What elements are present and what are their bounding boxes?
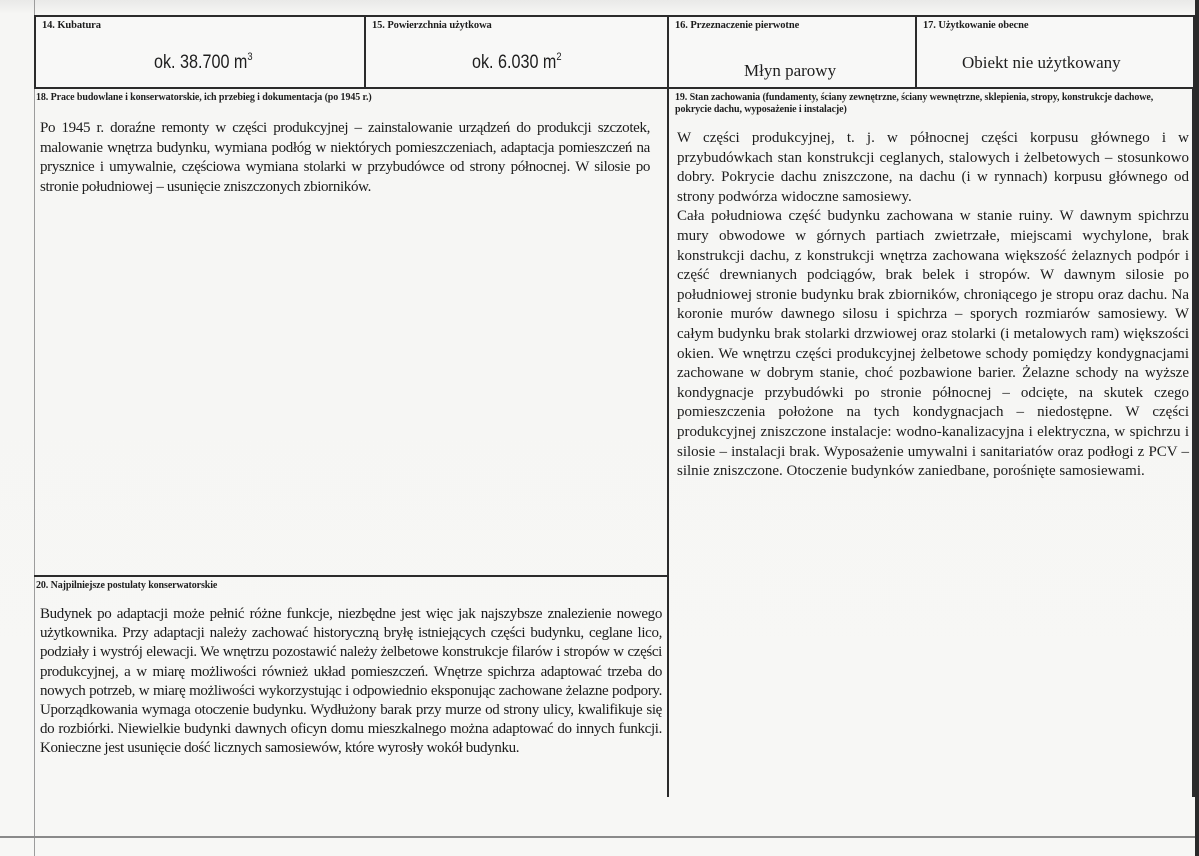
field-17-label: 17. Użytkowanie obecne xyxy=(923,20,1029,31)
field-17-uzytkowanie xyxy=(915,15,1195,89)
field-15-value-text: ok. 6.030 m xyxy=(472,52,557,73)
page-bottom-line xyxy=(0,836,1199,838)
field-15-value xyxy=(472,51,562,74)
field-18-prace-budowlane xyxy=(34,87,669,577)
field-16-przeznaczenie xyxy=(667,15,917,89)
field-20-label: 20. Najpilniejsze postulaty konserwatorskie xyxy=(36,580,218,591)
scan-edge xyxy=(1195,0,1199,856)
field-20-paragraph: Budynek po adaptacji może pełnić różne funkcje, niezbędne jest więc jak najszybsze znalezienie nowego użytkownika. Przy adaptacji należy zachować historyczną bryłę istniejących części budynku, ceglane lico, podziały i wystrój elewacji. We wnętrzu pozostawić należy żelbetowe konstrukcje filarów i stropów w części produkcyjnej, a w miarę możliwości również układ pomieszczeń. Wnętrze spichrza adaptować trzeba do nowych potrzeb, w miarę możliwości wykorzystując i odpowiednio eksponując zachowane żelazne podpory. Uporządkowania wymaga otoczenie budynku. Wydłużony barak przy murze od strony ulicy, kwalifikuje się do rozbiórki. Niewielkie budynki dawnych oficyn domu mieszkalnego można adaptować do innych funkcji. Konieczne jest usunięcie dość licznych samosiewów, które wyrosły wokół budynku. xyxy=(40,606,662,757)
field-19-text xyxy=(677,129,1189,482)
field-15-powierzchnia xyxy=(364,15,669,89)
field-16-value: Młyn parowy xyxy=(744,61,837,80)
field-14-unit-exponent: 3 xyxy=(247,51,253,63)
field-16-label: 16. Przeznaczenie pierwotne xyxy=(675,20,800,31)
field-14-label: 14. Kubatura xyxy=(42,20,101,31)
field-14-value-text: ok. 38.700 m xyxy=(154,52,248,73)
field-19-stan-zachowania xyxy=(667,87,1195,797)
field-19-label: 19. Stan zachowania (fundamenty, ściany zewnętrzne, ściany wewnętrzne, sklepienia, stropy, konstrukcje dachowe, pokrycie dachu, wyposażenie i instalacje) xyxy=(675,92,1154,115)
field-20-postulaty xyxy=(34,575,669,797)
field-20-text xyxy=(40,605,662,759)
field-15-unit-exponent: 2 xyxy=(556,51,562,63)
field-18-text xyxy=(40,119,650,197)
field-17-value: Obiekt nie użytkowany xyxy=(962,53,1121,72)
field-19-paragraph-1: W części produkcyjnej, t. j. w północnej części korpusu głównego i w przybudówkach stan konstrukcji ceglanych, stalowych i żelbetowych – stosunkowo dobry. Pokrycie dachu zniszczone, na dachu (i w rynnach) korpusu głównego od strony podwórza widoczne samosiewy. xyxy=(677,130,1189,205)
field-15-label: 15. Powierzchnia użytkowa xyxy=(372,20,492,31)
field-14-value xyxy=(154,51,253,74)
field-18-paragraph: Po 1945 r. doraźne remonty w części produkcyjnej – zainstalowanie urządzeń do produkcji szczotek, malowanie wnętrza budynku, wymiana podłóg w niektórych pomieszczeniach, adaptacja pomieszczeń na prysznice i umywalnie, częściowa wymiana stolarki w przybudówce od strony północnej. W silosie po stronie południowej – usunięcie zniszczonych zbiorników. xyxy=(40,120,650,195)
field-14-kubatura xyxy=(34,15,366,89)
field-19-paragraph-2: Cała południowa część budynku zachowana w stanie ruiny. W dawnym spichrzu mury obwodowe w górnych partiach zwietrzałe, miejscami wychylone, brak konstrukcji dachu, z konstrukcji wnętrza zachowana większość żelaznych podpór i część drewnianych podciągów, brak belek i stropów. W dawnym silosie po południowej stronie budynku brak zbiorników, chroniącego je stropu oraz dachu. Na koronie murów dawnego silosu i spichrza – sporych rozmiarów samosiewy. W całym budynku brak stolarki drzwiowej oraz stolarki (i metalowych ram) większości okien. We wnętrzu części produkcyjnej żelbetowe schody pomiędzy kondygnacjami zachowane w dobrym stanie, choć pozbawione barier. Żelazne schody na wyższe kondygnacje przybudówki po stronie północnej – odcięte, na skutek czego pomieszczenia położone na tych kondygnacjach – niedostępne. W części produkcyjnej zniszczone instalacje: wodno-kanalizacyjna i elektryczna, w spichrzu i silosie – instalacji brak. Wyposażenie umywalni i sanitariatów oraz podłogi z PCV – silnie zniszczone. Otoczenie budynków zaniedbane, porośnięte samosiewami. xyxy=(677,208,1189,480)
field-18-label: 18. Prace budowlane i konserwatorskie, ich przebieg i dokumentacja (po 1945 r.) xyxy=(36,92,372,103)
